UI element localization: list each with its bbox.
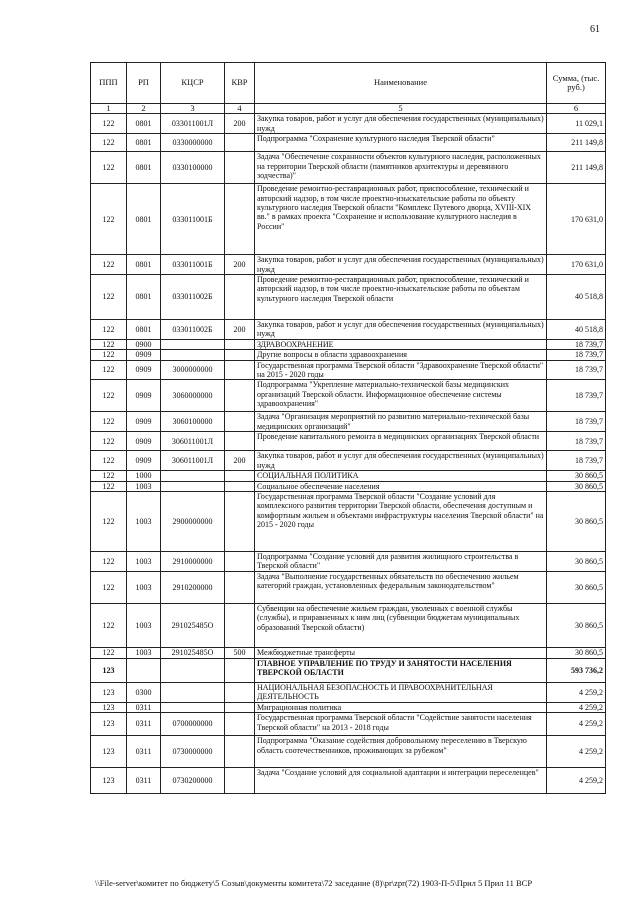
- name-cell: НАЦИОНАЛЬНАЯ БЕЗОПАСНОСТЬ И ПРАВООХРАНИТЕЛЬНАЯ ДЕЯТЕЛЬНОСТЬ: [255, 682, 547, 702]
- sum-cell: 18 739,7: [547, 451, 606, 471]
- kcsr-cell: [161, 339, 225, 349]
- rp-cell: 0900: [127, 339, 161, 349]
- sum-cell: 170 631,0: [547, 184, 606, 255]
- ppp-cell: 122: [91, 255, 127, 275]
- name-cell: Подпрограмма "Укрепление материально-технической базы медицинских организаций Тверской области. Информационное обеспечение системы здравоохранения": [255, 380, 547, 412]
- rp-cell: 0801: [127, 320, 161, 340]
- ppp-cell: 123: [91, 658, 127, 682]
- header-rp: РП: [127, 63, 161, 104]
- ppp-cell: 123: [91, 682, 127, 702]
- header-name: Наименование: [255, 63, 547, 104]
- table-row: [91, 551, 606, 571]
- name-cell: Проведение ремонтно-реставрационных работ, приспособление, технический и авторский надзор, в том числе проектно-изыскательские работы по объекту культурного наследия Тверской области "Комплекс Путевого дворца, XVIII-XIX вв." в рамках проекта "Сохранение и использование культурного наследия в России": [255, 184, 547, 255]
- table-row: [91, 412, 606, 432]
- name-cell: ЗДРАВООХРАНЕНИЕ: [255, 339, 547, 349]
- sum-cell: 11 029,1: [547, 114, 606, 134]
- sum-cell: 18 739,7: [547, 412, 606, 432]
- name-cell: Закупка товаров, работ и услуг для обеспечения государственных (муниципальных) нужд: [255, 320, 547, 340]
- ppp-cell: 122: [91, 647, 127, 658]
- ppp-cell: 123: [91, 713, 127, 736]
- name-cell: Закупка товаров, работ и услуг для обеспечения государственных (муниципальных) нужд: [255, 114, 547, 134]
- kcsr-cell: 033011001Б: [161, 255, 225, 275]
- rp-cell: 1003: [127, 491, 161, 551]
- sum-cell: 211 149,8: [547, 152, 606, 184]
- name-cell: Задача "Обеспечение сохранности объектов культурного наследия, расположенных на территории Тверской области (памятников архитектуры и деревянного зодчества)": [255, 152, 547, 184]
- rp-cell: 0909: [127, 412, 161, 432]
- sum-cell: 30 860,5: [547, 603, 606, 647]
- sum-cell: 4 259,2: [547, 713, 606, 736]
- ppp-cell: 122: [91, 491, 127, 551]
- rp-cell: 0801: [127, 184, 161, 255]
- kcsr-cell: 2900000000: [161, 491, 225, 551]
- ppp-cell: 122: [91, 114, 127, 134]
- kcsr-cell: 306011001Л: [161, 451, 225, 471]
- rp-cell: 0909: [127, 380, 161, 412]
- table-row: [91, 275, 606, 320]
- ppp-cell: 122: [91, 360, 127, 380]
- name-cell: Субвенции на обеспечение жильем граждан, уволенных с военной службы (службы), и приравненных к ним лиц (субвенции бюджетам муниципальных образований Тверской области): [255, 603, 547, 647]
- rp-cell: 0801: [127, 114, 161, 134]
- rp-cell: 0909: [127, 360, 161, 380]
- kvr-cell: 200: [225, 114, 255, 134]
- ppp-cell: 122: [91, 432, 127, 451]
- header-ppp: ППП: [91, 63, 127, 104]
- sum-cell: 170 631,0: [547, 255, 606, 275]
- name-cell: Проведение ремонтно-реставрационных работ, приспособление, технический и авторский надзор, в том числе проектно-изыскательские работы по объектам культурного наследия Тверской области: [255, 275, 547, 320]
- header-number: 1: [91, 104, 127, 114]
- header-kcsr: КЦСР: [161, 63, 225, 104]
- ppp-cell: 123: [91, 736, 127, 768]
- rp-cell: 1003: [127, 551, 161, 571]
- kvr-cell: [225, 412, 255, 432]
- kcsr-cell: 3060100000: [161, 412, 225, 432]
- sum-cell: 18 739,7: [547, 360, 606, 380]
- header-number: 2: [127, 104, 161, 114]
- ppp-cell: 122: [91, 471, 127, 481]
- kvr-cell: [225, 481, 255, 491]
- rp-cell: 0801: [127, 255, 161, 275]
- rp-cell: 0909: [127, 432, 161, 451]
- table-row: [91, 736, 606, 768]
- sum-cell: 593 736,2: [547, 658, 606, 682]
- header-number: 4: [225, 104, 255, 114]
- kcsr-cell: [161, 481, 225, 491]
- header-number: 6: [547, 104, 606, 114]
- ppp-cell: 122: [91, 451, 127, 471]
- name-cell: Задача "Создание условий для социальной адаптации и интеграции переселенцев": [255, 768, 547, 794]
- table-row: [91, 713, 606, 736]
- kvr-cell: 200: [225, 255, 255, 275]
- name-cell: Государственная программа Тверской области "Здравоохранение Тверской области" на 2015 - 2020 годы: [255, 360, 547, 380]
- sum-cell: 4 259,2: [547, 768, 606, 794]
- kcsr-cell: 291025485О: [161, 603, 225, 647]
- kvr-cell: [225, 603, 255, 647]
- file-path-footer: \\File-server\комитет по бюджету\5 Созыв\документы комитета\72 заседание (8)\pr\zpr(72) 1903-П-5\Прил 5 Прил 11 ВСР: [95, 878, 533, 888]
- table-row: [91, 702, 606, 712]
- table-row: [91, 339, 606, 349]
- name-cell: Межбюджетные трансферты: [255, 647, 547, 658]
- kvr-cell: [225, 360, 255, 380]
- kcsr-cell: 2910000000: [161, 551, 225, 571]
- table-row: [91, 451, 606, 471]
- kcsr-cell: 033011002Б: [161, 275, 225, 320]
- table-row: [91, 571, 606, 603]
- ppp-cell: 122: [91, 339, 127, 349]
- rp-cell: 0801: [127, 152, 161, 184]
- kcsr-cell: [161, 471, 225, 481]
- header-sum: Сумма, (тыс. руб.): [547, 63, 606, 104]
- name-cell: ГЛАВНОЕ УПРАВЛЕНИЕ ПО ТРУДУ И ЗАНЯТОСТИ НАСЕЛЕНИЯ ТВЕРСКОЙ ОБЛАСТИ: [255, 658, 547, 682]
- kvr-cell: 200: [225, 451, 255, 471]
- kvr-cell: [225, 275, 255, 320]
- kvr-cell: [225, 551, 255, 571]
- ppp-cell: 123: [91, 768, 127, 794]
- kcsr-cell: [161, 702, 225, 712]
- table-row: [91, 320, 606, 340]
- sum-cell: 30 860,5: [547, 571, 606, 603]
- table-row: [91, 350, 606, 360]
- sum-cell: 30 860,5: [547, 491, 606, 551]
- table-row: [91, 380, 606, 412]
- kcsr-cell: 033011001Л: [161, 114, 225, 134]
- sum-cell: 4 259,2: [547, 682, 606, 702]
- budget-table: [90, 62, 606, 794]
- table-row: [91, 432, 606, 451]
- ppp-cell: 122: [91, 412, 127, 432]
- rp-cell: 1003: [127, 571, 161, 603]
- rp-cell: 1000: [127, 471, 161, 481]
- rp-cell: 0909: [127, 451, 161, 471]
- rp-cell: 0801: [127, 134, 161, 152]
- sum-cell: 4 259,2: [547, 702, 606, 712]
- rp-cell: 0300: [127, 682, 161, 702]
- ppp-cell: 122: [91, 152, 127, 184]
- rp-cell: 1003: [127, 481, 161, 491]
- kvr-cell: [225, 713, 255, 736]
- kvr-cell: [225, 768, 255, 794]
- rp-cell: 0311: [127, 713, 161, 736]
- kvr-cell: [225, 702, 255, 712]
- kcsr-cell: 033011002Б: [161, 320, 225, 340]
- name-cell: Закупка товаров, работ и услуг для обеспечения государственных (муниципальных) нужд: [255, 255, 547, 275]
- name-cell: Закупка товаров, работ и услуг для обеспечения государственных (муниципальных) нужд: [255, 451, 547, 471]
- kcsr-cell: 0330100000: [161, 152, 225, 184]
- table-row: [91, 471, 606, 481]
- ppp-cell: 123: [91, 702, 127, 712]
- ppp-cell: 122: [91, 275, 127, 320]
- sum-cell: 211 149,8: [547, 134, 606, 152]
- kvr-cell: [225, 184, 255, 255]
- kcsr-cell: 033011001Б: [161, 184, 225, 255]
- table-row: [91, 152, 606, 184]
- sum-cell: 30 860,5: [547, 551, 606, 571]
- table-row: [91, 360, 606, 380]
- rp-cell: 1003: [127, 603, 161, 647]
- kcsr-cell: 0730200000: [161, 768, 225, 794]
- name-cell: Задача "Организация мероприятий по развитию материально-технической базы медицинских организаций": [255, 412, 547, 432]
- sum-cell: 4 259,2: [547, 736, 606, 768]
- rp-cell: 0311: [127, 702, 161, 712]
- kcsr-cell: [161, 350, 225, 360]
- kvr-cell: [225, 682, 255, 702]
- kcsr-cell: [161, 658, 225, 682]
- name-cell: Государственная программа Тверской области "Содействие занятости населения Тверской области" на 2013 - 2018 годы: [255, 713, 547, 736]
- kcsr-cell: 3000000000: [161, 360, 225, 380]
- table-row: [91, 491, 606, 551]
- sum-cell: 30 860,5: [547, 647, 606, 658]
- kcsr-cell: 306011001Л: [161, 432, 225, 451]
- ppp-cell: 122: [91, 320, 127, 340]
- page-number: 61: [590, 24, 600, 35]
- table-row: [91, 603, 606, 647]
- header-number: 5: [255, 104, 547, 114]
- name-cell: Подпрограмма "Оказание содействия добровольному переселению в Тверскую область соотечественников, проживающих за рубежом": [255, 736, 547, 768]
- rp-cell: 0801: [127, 275, 161, 320]
- sum-cell: 18 739,7: [547, 339, 606, 349]
- kvr-cell: [225, 152, 255, 184]
- name-cell: Другие вопросы в области здравоохранения: [255, 350, 547, 360]
- table-row: [91, 647, 606, 658]
- rp-cell: 0909: [127, 350, 161, 360]
- kvr-cell: [225, 471, 255, 481]
- name-cell: Миграционная политика: [255, 702, 547, 712]
- kvr-cell: [225, 350, 255, 360]
- name-cell: СОЦИАЛЬНАЯ ПОЛИТИКА: [255, 471, 547, 481]
- table-row: [91, 481, 606, 491]
- rp-cell: [127, 658, 161, 682]
- ppp-cell: 122: [91, 571, 127, 603]
- sum-cell: 18 739,7: [547, 380, 606, 412]
- kvr-cell: 200: [225, 320, 255, 340]
- kvr-cell: [225, 658, 255, 682]
- sum-cell: 18 739,7: [547, 432, 606, 451]
- name-cell: Социальное обеспечение населения: [255, 481, 547, 491]
- sum-cell: 18 739,7: [547, 350, 606, 360]
- table-row: [91, 682, 606, 702]
- sum-cell: 30 860,5: [547, 471, 606, 481]
- kvr-cell: [225, 380, 255, 412]
- table-row: [91, 184, 606, 255]
- kcsr-cell: [161, 682, 225, 702]
- kvr-cell: [225, 491, 255, 551]
- rp-cell: 1003: [127, 647, 161, 658]
- kcsr-cell: 3060000000: [161, 380, 225, 412]
- kvr-cell: [225, 736, 255, 768]
- kvr-cell: 500: [225, 647, 255, 658]
- table-body: [91, 114, 606, 794]
- rp-cell: 0311: [127, 768, 161, 794]
- name-cell: Подпрограмма "Сохранение культурного наследия Тверской области": [255, 134, 547, 152]
- kcsr-cell: 0330000000: [161, 134, 225, 152]
- ppp-cell: 122: [91, 481, 127, 491]
- ppp-cell: 122: [91, 551, 127, 571]
- rp-cell: 0311: [127, 736, 161, 768]
- sum-cell: 40 518,8: [547, 275, 606, 320]
- kvr-cell: [225, 432, 255, 451]
- kvr-cell: [225, 571, 255, 603]
- sum-cell: 40 518,8: [547, 320, 606, 340]
- name-cell: Проведение капитального ремонта в медицинских организациях Тверской области: [255, 432, 547, 451]
- kcsr-cell: 2910200000: [161, 571, 225, 603]
- table-row: [91, 255, 606, 275]
- name-cell: Подпрограмма "Создание условий для развития жилищного строительства в Тверской области": [255, 551, 547, 571]
- table-row: [91, 658, 606, 682]
- table-row: [91, 768, 606, 794]
- kvr-cell: [225, 134, 255, 152]
- kcsr-cell: 0730000000: [161, 736, 225, 768]
- ppp-cell: 122: [91, 603, 127, 647]
- kvr-cell: [225, 339, 255, 349]
- header-kvr: КВР: [225, 63, 255, 104]
- sum-cell: 30 860,5: [547, 481, 606, 491]
- ppp-cell: 122: [91, 134, 127, 152]
- header-number: 3: [161, 104, 225, 114]
- kcsr-cell: 0700000000: [161, 713, 225, 736]
- table-row: [91, 114, 606, 134]
- kcsr-cell: 291025485О: [161, 647, 225, 658]
- ppp-cell: 122: [91, 350, 127, 360]
- ppp-cell: 122: [91, 184, 127, 255]
- table-row: [91, 134, 606, 152]
- name-cell: Государственная программа Тверской области "Создание условий для комплексного развития территории Тверской области, обеспечения доступным и комфортным жильем и объектами инфраструктуры населения Тверской области" на 2015 - 2020 годы: [255, 491, 547, 551]
- ppp-cell: 122: [91, 380, 127, 412]
- name-cell: Задача "Выполнение государственных обязательств по обеспечению жильем категорий граждан, установленных федеральным законодательством": [255, 571, 547, 603]
